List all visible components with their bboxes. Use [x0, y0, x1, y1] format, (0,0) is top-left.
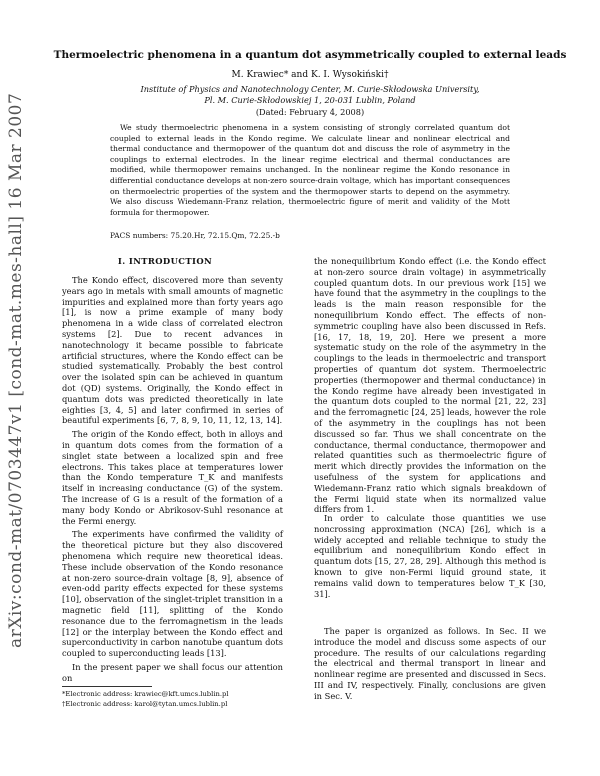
affiliation-line-1: Institute of Physics and Nanotechnology Center, M. Curie-Skłodowska University, — [140, 84, 480, 94]
affiliation — [100, 84, 520, 106]
paragraph: the nonequilibrium Kondo effect (i.e. the Kondo effect at non-zero source drain voltage) in asymmetrically coupled quantum dots. In our previous work [15] we have found that the asymmetry in the couplings to the leads is the main reason responsible for the nonequilibrium Kondo effect. The effects of non-symmetric coupling have also been discussed in Refs. [16, 17, 18, 19, 20]. Here we present a more systematic study on the role of the asymmetry in the couplings to the leads in thermoelectric and transport properties of quantum dot system. Thermoelectric properties (thermopower and thermal conductance) in the Kondo regime have already been investigated in the quantum dots coupled to the normal [21, 22, 23] and the ferromagnetic [24, 25] leads, however the role of the asymmetry in the couplings has not been discussed so far. Thus we shall concentrate on the conductance, thermal conductance, thermopower and related quantities such as thermoelectric figure of merit which directly provides the information on the usefulness of the system for applications and Wiedemann-Franz ratio which signals breakdown of the Fermi liquid state when its normalized value differs from 1. — [314, 256, 546, 515]
section-heading: I. INTRODUCTION — [117, 256, 213, 266]
paragraph: The Kondo effect, discovered more than seventy years ago in metals with small amounts of magnetic impurities and explained more than forty years ago [1], is now a prime example of many body phenomena in a wide class of correlated electron systems [2]. Due to recent advances in nanotechnology it became possible to fabricate artificial structures, where the Kondo effect can be studied systematically. Probably the best control over the isolated spin can be achieved in quantum dot (QD) systems. Originally, the Kondo effect in quantum dots was predicted theoretically in late eighties [3, 4, 5] and later confirmed in series of beautiful experiments [6, 7, 8, 9, 10, 11, 12, 13, 14]. — [62, 275, 283, 426]
paragraph: The origin of the Kondo effect, both in alloys and in quantum dots comes from the formation of a singlet state between a localized spin and free electrons. This takes place at temperatures lower than the Kondo temperature T_K and manifests itself in increasing conductance (G) of the system. The increase of G is a result of the formation of a many body Kondo or Abrikosov-Suhl resonance at the Fermi energy. — [62, 429, 283, 526]
right-column-block-3 — [314, 626, 546, 702]
footnote-email-2: †Electronic address: karol@tytan.umcs.lublin.pl — [62, 700, 228, 708]
paragraph: In the present paper we shall focus our attention on — [62, 661, 283, 683]
pacs-numbers: PACS numbers: 75.20.Hr, 72.15.Qm, 72.25.-b — [110, 231, 280, 240]
paragraph: The experiments have confirmed the validity of the theoretical picture but they also discovered phenomena which require new theoretical ideas. These include observation of the Kondo resonance at non-zero source-drain voltage [8, 9], absence of even-odd parity effects expected for these systems [10], observation of the singlet-triplet transition in a magnetic field [11], splitting of the Kondo resonance due to the ferromagnetism in the leads [12] or the interplay between the Kondo effect and superconductivity in carbon nanotube quantum dots coupled to superconducting leads [13]. — [62, 529, 283, 659]
affiliation-line-2: Pl. M. Curie-Skłodowskiej 1, 20-031 Lublin, Poland — [204, 95, 416, 105]
paragraph: In order to calculate those quantities we use noncrossing approximation (NCA) [26], which is a widely accepted and reliable technique to study the equilibrium and nonequilibrium Kondo effect in quantum dots [15, 27, 28, 29]. Although this method is known to give non-Fermi liquid ground state, it remains valid down to temperatures below T_K [30, 31]. — [314, 513, 546, 599]
right-column — [314, 256, 546, 518]
paragraph: The paper is organized as follows. In Sec. II we introduce the model and discuss some aspects of our procedure. The results of our calculations regarding the electrical and thermal transport in linear and nonlinear regime are presented and discussed in Secs. III and IV, respectively. Finally, conclusions are given in Sec. V. — [314, 626, 546, 701]
footnote-rule — [62, 686, 152, 687]
right-column-block-2 — [314, 513, 546, 599]
abstract: We study thermoelectric phenomena in a system consisting of strongly correlated quantum dot coupled to external leads in the Kondo regime. We calculate linear and nonlinear electrical and thermal conductance and thermopower of the quantum dot and discuss the role of asymmetry in the couplings to external electrodes. In the linear regime electrical and thermal conductances are modified, while thermopower remains unchanged. In the nonlinear regime the Kondo resonance in differential conductance develops at non-zero source-drain voltage, which has important consequences on thermoelectric properties of the system and the thermopower starts to depend on the asymmetry. We also discuss Wiedemann-Franz relation, thermoelectric figure of merit and validity of the Mott formula for thermopower. — [110, 123, 510, 217]
authors: M. Krawiec* and K. I. Wysokiński† — [231, 70, 389, 80]
left-column — [62, 275, 283, 686]
date-line: (Dated: February 4, 2008) — [255, 107, 365, 117]
paper-title: Thermoelectric phenomena in a quantum dot asymmetrically coupled to external leads — [53, 49, 567, 61]
arxiv-identifier: arXiv:cond-mat/0703447v1 [cond-mat.mes-hall] 16 Mar 2007 — [6, 92, 26, 648]
footnote-email-1: *Electronic address: krawiec@kft.umcs.lublin.pl — [62, 690, 229, 698]
